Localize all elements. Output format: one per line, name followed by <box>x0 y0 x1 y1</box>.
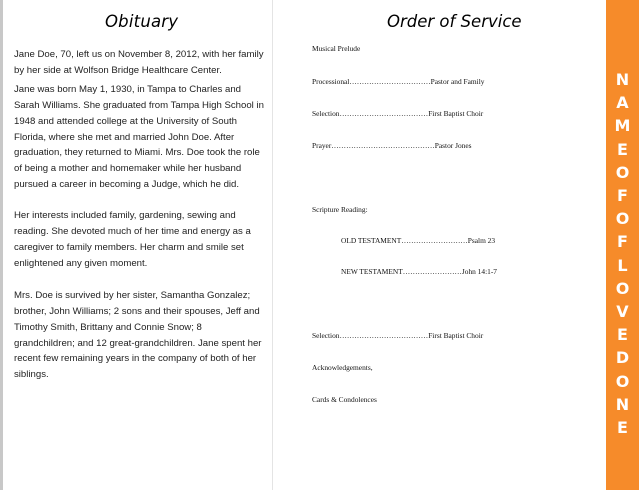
service-item-acknowledgements: Acknowledgements, <box>312 363 373 372</box>
service-item-selection: Selection………………………………First Baptist Choir <box>312 109 484 118</box>
column-divider <box>272 0 273 490</box>
service-item-processional: Processional……………………………Pastor and Family <box>312 77 485 86</box>
banner-letter: V <box>616 302 629 322</box>
obituary-heading: Obituary <box>105 12 179 31</box>
banner-letter: D <box>615 348 630 368</box>
service-item-musical-prelude: Musical Prelude <box>312 44 361 53</box>
service-item-old-testament: OLD TESTAMENT………………………Psalm 23 <box>341 236 496 245</box>
service-item-cards-condolences: Cards & Condolences <box>312 395 377 404</box>
service-item-new-testament: NEW TESTAMENT……………………John 14:1-7 <box>341 267 497 276</box>
obituary-paragraph: Jane was born May 1, 1930, in Tampa to Charles and Sarah Williams. She graduated from Tampa High School in 1948 and attended college at the University of South Florida, where she met and married John Doe. After graduation, they returned to Miami. Mrs. Doe took the role of being a mother and homemaker while her husband pursued a career in becoming a Judge, which he did. <box>14 83 264 191</box>
obituary-paragraph: Mrs. Doe is survived by her sister, Samantha Gonzalez; brother, John Williams; 2 sons and their spouses, Jeff and Timothy Smith, Brittany and Connie Snow; 8 grandchildren; and 12 great-grandchildren. Jane spent her recent few remaining years in the company of both of her siblings. <box>14 289 262 381</box>
banner-letter: N <box>615 394 630 414</box>
banner-letter: E <box>617 418 628 438</box>
banner-letter: A <box>616 93 629 113</box>
banner-letter: F <box>617 232 628 252</box>
side-banner-text <box>606 68 639 439</box>
banner-letter: L <box>617 255 628 275</box>
order-of-service-heading: Order of Service <box>387 12 522 31</box>
banner-letter: O <box>615 162 630 182</box>
obituary-text <box>14 47 264 383</box>
banner-letter: O <box>615 371 630 391</box>
banner-letter: O <box>615 278 630 298</box>
page-left-edge <box>0 0 3 490</box>
banner-letter: M <box>614 116 631 136</box>
service-item-prayer: Prayer……………………………………Pastor Jones <box>312 141 472 150</box>
banner-letter: N <box>615 70 630 89</box>
banner-letter: E <box>617 139 628 159</box>
obituary-paragraph: Jane Doe, 70, left us on November 8, 2012, with her family by her side at Wolfson Bridge Healthcare Center. <box>14 49 264 76</box>
obituary-paragraph: Her interests included family, gardening, sewing and reading. She devoted much of her time and energy as a caregiver to family members. Her charm and smile set enlightened any given moment. <box>14 210 251 269</box>
service-item-selection-2: Selection………………………………First Baptist Choir <box>312 331 484 340</box>
banner-letter: E <box>617 325 628 345</box>
service-item-scripture-reading: Scripture Reading: <box>312 205 368 214</box>
banner-letter: O <box>615 209 630 229</box>
banner-letter: F <box>617 186 628 206</box>
